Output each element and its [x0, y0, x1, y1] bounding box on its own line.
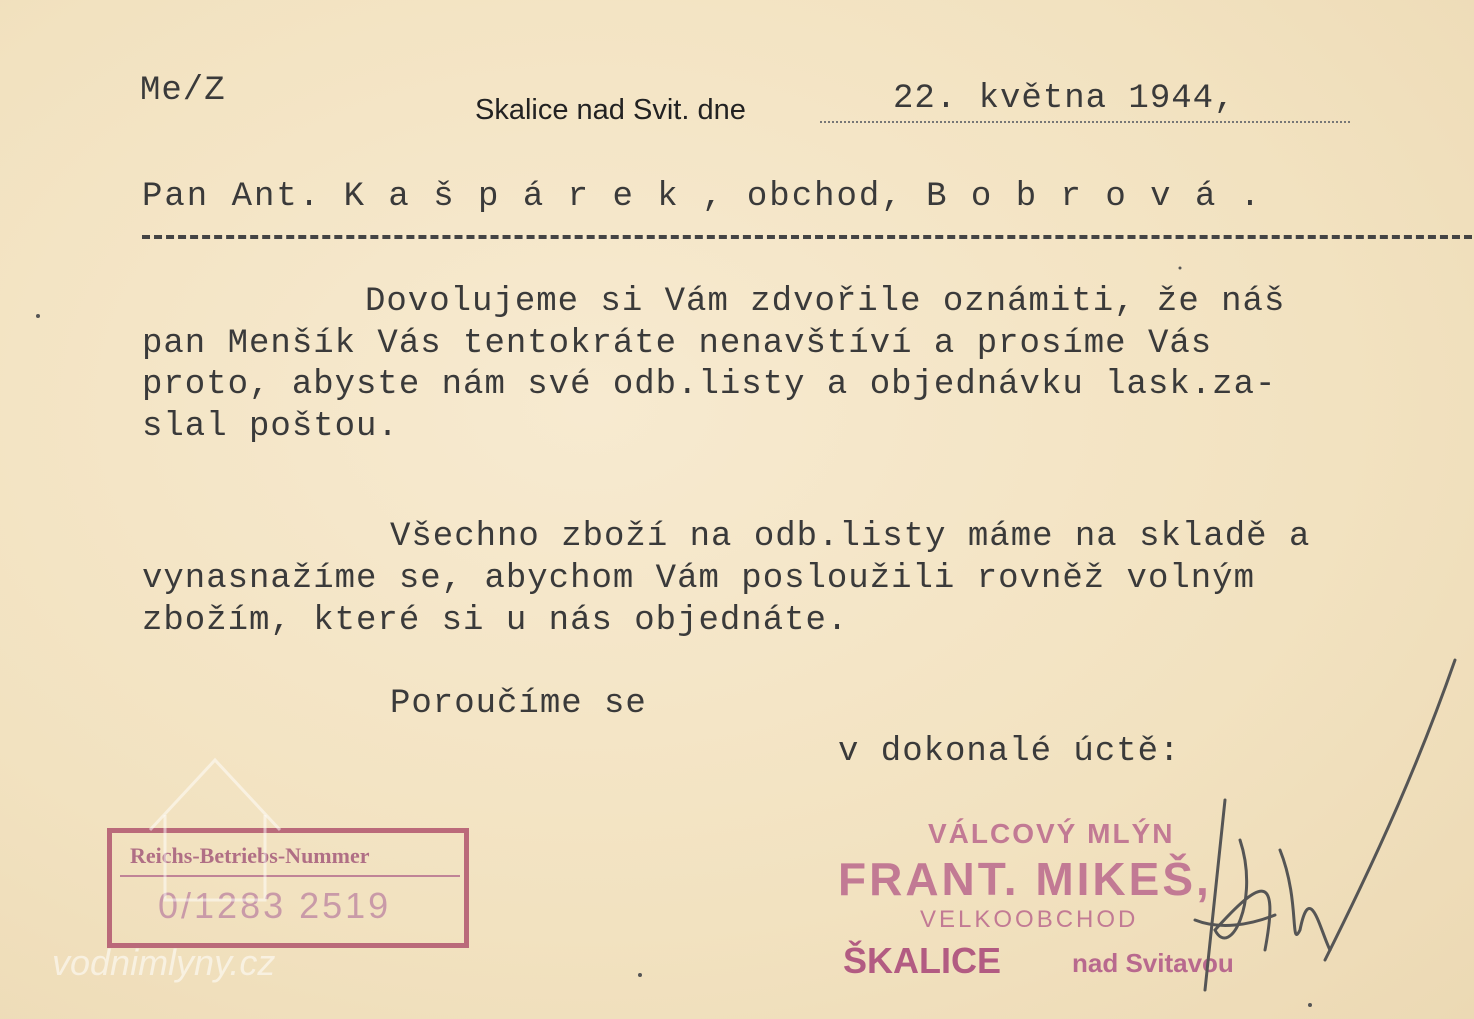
- company-stamp-line-2: FRANT. MIKEŠ,: [838, 853, 1212, 905]
- closing-phrase: Poroučíme se: [390, 685, 647, 723]
- paragraph-2-line-3: zbožím, které si u nás objednáte.: [142, 602, 849, 640]
- watermark-text: vodnimlyny.cz: [52, 942, 276, 983]
- watermark-house-icon: [150, 760, 280, 900]
- company-stamp-line-4a: ŠKALICE: [843, 940, 1002, 981]
- signature-mark: [1195, 660, 1455, 990]
- company-stamp-line-4b: nad Svitavou: [1072, 948, 1234, 978]
- addressee-line: Pan Ant. K a š p á r e k , obchod, B o b r o v á .: [142, 178, 1263, 216]
- paragraph-1-line-3: proto, abyste nám své odb.listy a objednávku lask.za-: [142, 366, 1277, 404]
- paragraph-1-line-2: pan Menšík Vás tentokráte nenavštíví a prosíme Vás: [142, 325, 1213, 363]
- reference-code: Me/Z: [140, 72, 226, 110]
- regards-phrase: v dokonalé úctě:: [838, 733, 1181, 771]
- paragraph-2-line-2: vynasnažíme se, abychom Vám posloužili rovněž volným: [142, 560, 1255, 598]
- paper-specks: [36, 267, 1312, 1008]
- place-label: Skalice nad Svit. dne: [475, 94, 746, 126]
- letter-date: 22. května 1944,: [893, 80, 1236, 118]
- company-stamp-line-1: VÁLCOVÝ MLÝN: [928, 818, 1175, 849]
- paragraph-1-line-1: Dovolujeme si Vám zdvořile oznámiti, že náš: [365, 283, 1286, 321]
- reich-stamp-number: 0/1283 2519: [158, 885, 392, 926]
- paragraph-1-line-4: slal poštou.: [142, 408, 399, 446]
- company-stamp-line-3: VELKOOBCHOD: [920, 906, 1139, 933]
- reich-stamp-title: Reichs-Betriebs-Nummer: [130, 843, 370, 868]
- paragraph-2-line-1: Všechno zboží na odb.listy máme na skladě a: [390, 518, 1311, 556]
